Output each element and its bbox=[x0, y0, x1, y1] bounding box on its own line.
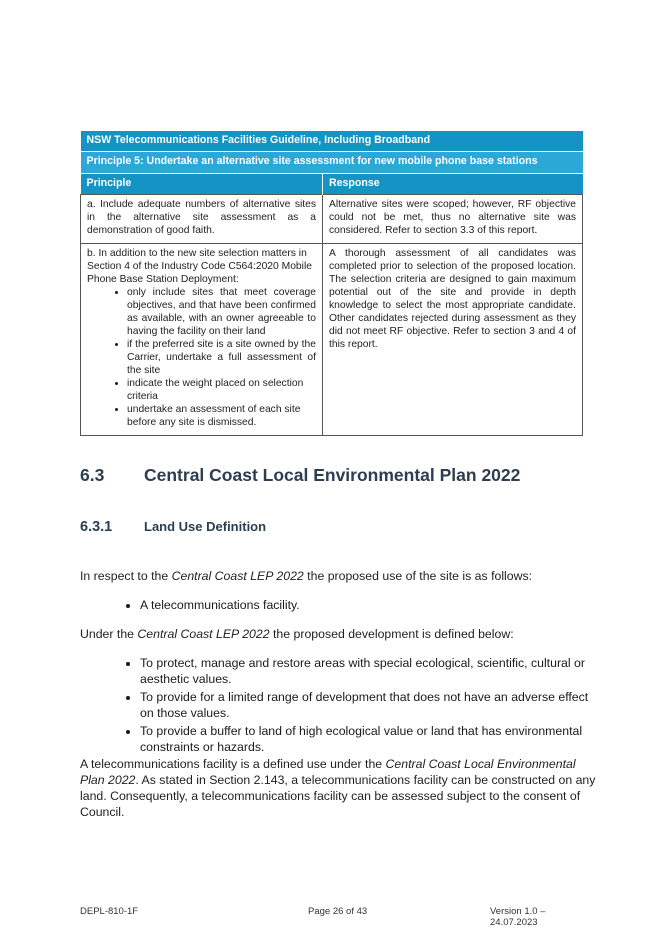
principle-title: Principle 5: Undertake an alternative site assessment for new mobile phone base stations bbox=[81, 152, 583, 173]
text-run: the proposed use of the site is as follows: bbox=[303, 569, 533, 583]
list-item: • To provide a buffer to land of high ecological value or land that has environmental constraints or hazards. bbox=[140, 724, 600, 756]
table-row bbox=[81, 195, 583, 244]
principle-bullet-list bbox=[87, 287, 316, 430]
response-cell: A thorough assessment of all candidates was completed prior to selection of the proposed location. The selection criteria are designed to gain maximum potential out of the site and provide in depth knowledge to select the most appropriate candidate. Other candidates rejected during assessment as they did not meet RF objective. Refer to section 3 and 4 of this report. bbox=[323, 243, 583, 435]
column-header-response: Response bbox=[323, 173, 583, 194]
text-run: A telecommunications facility is a defined use under the bbox=[80, 757, 386, 771]
text-run: In respect to the bbox=[80, 569, 172, 583]
column-header-row bbox=[81, 173, 583, 194]
principle-title-row bbox=[81, 152, 583, 173]
principle-cell bbox=[81, 243, 323, 435]
section-title: Central Coast Local Environmental Plan 2022 bbox=[144, 465, 521, 485]
section-heading bbox=[80, 465, 520, 486]
list-item: • indicate the weight placed on selection criteria bbox=[127, 378, 316, 404]
list-item: • To provide for a limited range of development that does not have an adverse effect on those values. bbox=[140, 690, 600, 722]
paragraph-definition bbox=[80, 627, 600, 643]
list-item: • only include sites that meet coverage objectives, and that have been confirmed as available, with an owner agreeable to having the facility on their land bbox=[127, 287, 316, 339]
response-cell: Alternative sites were scoped; however, RF objective could not be met, thus no alternative site was considered. Refer to section 3.3 of this report. bbox=[323, 195, 583, 244]
text-run: . As stated in Section 2.143, a telecommunications facility can be constructed on any land. Consequently, a telecommunications facility can be assessed subject to the consent of Council. bbox=[80, 772, 596, 819]
subsection-title: Land Use Definition bbox=[144, 519, 267, 534]
page-number: Page 26 of 43 bbox=[308, 906, 368, 917]
lep-reference: Central Coast Local Environmental Plan 2022 bbox=[80, 757, 576, 787]
guideline-table bbox=[80, 131, 583, 436]
table-row bbox=[81, 243, 583, 435]
version-label: Version 1.0 – 24.07.2023 bbox=[490, 906, 546, 928]
list-item: • if the preferred site is a site owned by the Carrier, undertake a full assessment of the site bbox=[127, 339, 316, 378]
document-id: DEPL-810-1F bbox=[80, 906, 139, 917]
table-title: NSW Telecommunications Facilities Guideline, Including Broadband bbox=[81, 131, 583, 152]
principle-intro: b. In addition to the new site selection matters in Section 4 of the Industry Code C564:2020 Mobile Phone Base Station Deployment: bbox=[87, 247, 312, 285]
column-header-principle: Principle bbox=[81, 173, 323, 194]
table-title-row bbox=[81, 131, 583, 152]
text-run: Under the bbox=[80, 627, 138, 641]
subsection-number: 6.3.1 bbox=[80, 519, 113, 535]
list-item: • undertake an assessment of each site before any site is dismissed. bbox=[127, 404, 316, 430]
paragraph-use bbox=[80, 569, 600, 585]
use-list bbox=[80, 598, 600, 616]
list-item: • To protect, manage and restore areas with special ecological, scientific, cultural or aesthetic values. bbox=[140, 656, 600, 688]
objectives-list bbox=[80, 656, 600, 758]
paragraph-conclusion bbox=[80, 757, 600, 821]
lep-reference: Central Coast LEP 2022 bbox=[137, 627, 270, 641]
section-number: 6.3 bbox=[80, 465, 105, 485]
list-item: • A telecommunications facility. bbox=[140, 598, 600, 614]
subsection-heading bbox=[80, 519, 266, 535]
text-run: the proposed development is defined below: bbox=[269, 627, 514, 641]
lep-reference: Central Coast LEP 2022 bbox=[171, 569, 304, 583]
principle-cell: a. Include adequate numbers of alternative sites in the alternative site assessment as a demonstration of good faith. bbox=[81, 195, 323, 244]
